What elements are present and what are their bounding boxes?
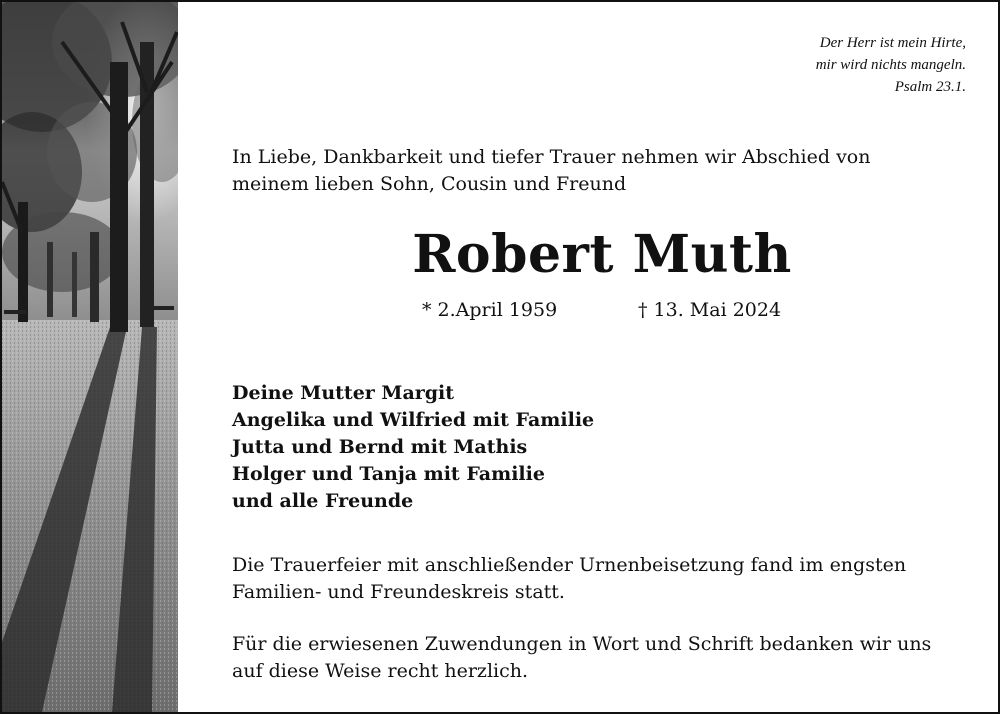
trees-park-photo-icon (2, 2, 178, 712)
intro-line: In Liebe, Dankbarkeit und tiefer Trauer nehmen wir Abschied von (232, 146, 871, 168)
mourner-line: und alle Freunde (232, 490, 414, 512)
deceased-name: Robert Muth (412, 224, 792, 285)
bible-quote (816, 32, 966, 98)
funeral-note-line: Die Trauerfeier mit anschließender Urnenbeisetzung fand im engsten (232, 554, 907, 576)
mourner-line: Deine Mutter Margit (232, 382, 455, 404)
intro-line: meinem lieben Sohn, Cousin und Freund (232, 173, 627, 195)
birth-date: * 2.April 1959 (422, 299, 558, 321)
quote-line: Der Herr ist mein Hirte, (819, 35, 966, 51)
mourner-line: Jutta und Bernd mit Mathis (232, 436, 528, 458)
funeral-note-line: Familien- und Freundeskreis statt. (232, 581, 565, 603)
mourner-line: Holger und Tanja mit Familie (232, 463, 545, 485)
thanks-note-line: Für die erwiesenen Zuwendungen in Wort und Schrift bedanken wir uns (232, 633, 932, 655)
death-date: † 13. Mai 2024 (638, 299, 782, 321)
quote-source: Psalm 23.1. (894, 79, 966, 95)
thanks-note-line: auf diese Weise recht herzlich. (232, 660, 529, 682)
quote-line: mir wird nichts mangeln. (815, 57, 966, 73)
funeral-note (232, 552, 972, 606)
mourner-line: Angelika und Wilfried mit Familie (232, 409, 595, 431)
thanks-note (232, 631, 972, 685)
intro-text (232, 144, 952, 198)
mourners-list (232, 380, 594, 515)
trees-park-photo (2, 2, 178, 712)
